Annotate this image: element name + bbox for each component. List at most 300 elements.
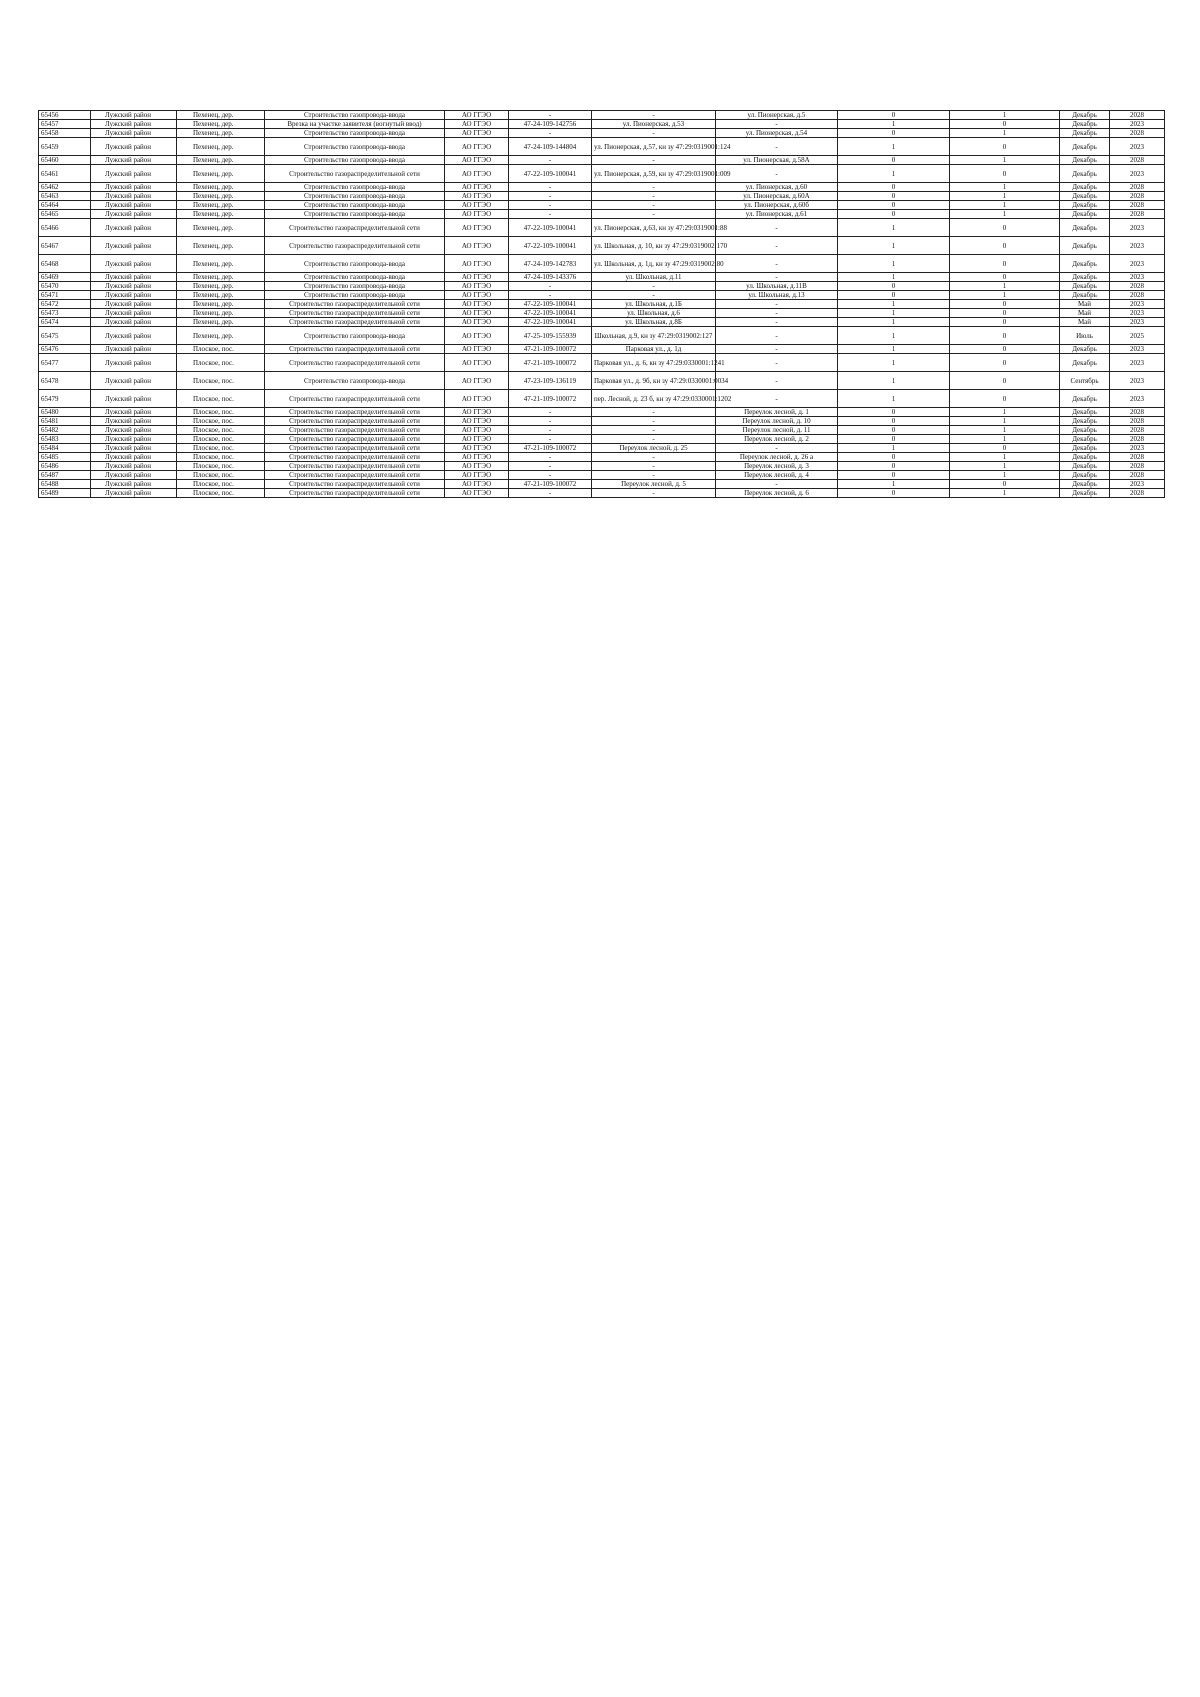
- cell-work-type: Строительство газораспределительной сети: [265, 453, 445, 462]
- cell-flag-b: 1: [950, 129, 1060, 138]
- table-body: [39, 111, 1165, 498]
- cell-address-planned: ул. Пионерская, д.60А: [716, 192, 838, 201]
- document-page: [38, 110, 1164, 498]
- cell-flag-a: 1: [838, 444, 950, 453]
- cell-tu-number: 47-22-109-100041: [509, 165, 592, 183]
- table-row: [39, 444, 1165, 453]
- cell-settlement: Плоское, пос.: [177, 372, 265, 390]
- cell-work-type: Строительство газопровода-ввода: [265, 327, 445, 345]
- cell-flag-b: 1: [950, 183, 1060, 192]
- cell-district: Лужский район: [91, 444, 177, 453]
- cell-district: Лужский район: [91, 462, 177, 471]
- cell-district: Лужский район: [91, 471, 177, 480]
- cell-address-built: ул. Пионерская, д.53: [592, 120, 716, 129]
- cell-organization: АО ГГЭО: [445, 426, 509, 435]
- cell-settlement: Пехенец, дер.: [177, 273, 265, 282]
- cell-settlement: Пехенец, дер.: [177, 111, 265, 120]
- cell-flag-b: 0: [950, 120, 1060, 129]
- cell-work-type: Строительство газораспределительной сети: [265, 318, 445, 327]
- cell-year: 2023: [1110, 120, 1165, 129]
- cell-year: 2028: [1110, 462, 1165, 471]
- cell-year: 2023: [1110, 318, 1165, 327]
- cell-tu-number: 47-22-109-100041: [509, 300, 592, 309]
- cell-month: Декабрь: [1060, 480, 1110, 489]
- table-row: [39, 345, 1165, 354]
- cell-tu-number: 47-24-109-142783: [509, 255, 592, 273]
- cell-month: Декабрь: [1060, 489, 1110, 498]
- cell-row-id: 65474: [39, 318, 91, 327]
- cell-year: 2028: [1110, 156, 1165, 165]
- cell-row-id: 65486: [39, 462, 91, 471]
- cell-district: Лужский район: [91, 165, 177, 183]
- cell-district: Лужский район: [91, 408, 177, 417]
- cell-address-planned: Переулок лесной, д. 11: [716, 426, 838, 435]
- cell-month: Июль: [1060, 327, 1110, 345]
- cell-district: Лужский район: [91, 201, 177, 210]
- cell-settlement: Плоское, пос.: [177, 444, 265, 453]
- cell-organization: АО ГГЭО: [445, 309, 509, 318]
- cell-address-planned: -: [716, 300, 838, 309]
- cell-row-id: 65488: [39, 480, 91, 489]
- cell-flag-a: 1: [838, 219, 950, 237]
- cell-flag-a: 0: [838, 192, 950, 201]
- cell-district: Лужский район: [91, 291, 177, 300]
- cell-work-type: Строительство газораспределительной сети: [265, 408, 445, 417]
- cell-district: Лужский район: [91, 390, 177, 408]
- cell-flag-a: 1: [838, 300, 950, 309]
- cell-organization: АО ГГЭО: [445, 111, 509, 120]
- cell-settlement: Пехенец, дер.: [177, 210, 265, 219]
- cell-settlement: Плоское, пос.: [177, 480, 265, 489]
- cell-year: 2028: [1110, 489, 1165, 498]
- cell-year: 2023: [1110, 237, 1165, 255]
- cell-organization: АО ГГЭО: [445, 273, 509, 282]
- cell-month: Декабрь: [1060, 408, 1110, 417]
- table-row: [39, 417, 1165, 426]
- table-row: [39, 111, 1165, 120]
- cell-tu-number: 47-21-109-100072: [509, 354, 592, 372]
- table-row: [39, 462, 1165, 471]
- cell-row-id: 65456: [39, 111, 91, 120]
- cell-row-id: 65472: [39, 300, 91, 309]
- cell-work-type: Строительство газораспределительной сети: [265, 426, 445, 435]
- cell-district: Лужский район: [91, 156, 177, 165]
- cell-year: 2028: [1110, 453, 1165, 462]
- cell-year: 2023: [1110, 372, 1165, 390]
- cell-address-planned: -: [716, 318, 838, 327]
- cell-address-built: ул. Пионерская, д.59, кн зу 47:29:0319001:009: [592, 165, 716, 183]
- cell-address-planned: -: [716, 273, 838, 282]
- cell-settlement: Плоское, пос.: [177, 462, 265, 471]
- cell-work-type: Строительство газораспределительной сети: [265, 219, 445, 237]
- cell-tu-number: -: [509, 489, 592, 498]
- cell-district: Лужский район: [91, 453, 177, 462]
- cell-district: Лужский район: [91, 237, 177, 255]
- cell-settlement: Пехенец, дер.: [177, 192, 265, 201]
- cell-flag-a: 0: [838, 129, 950, 138]
- cell-organization: АО ГГЭО: [445, 138, 509, 156]
- table-row: [39, 408, 1165, 417]
- cell-settlement: Пехенец, дер.: [177, 327, 265, 345]
- cell-flag-a: 0: [838, 183, 950, 192]
- cell-organization: АО ГГЭО: [445, 318, 509, 327]
- cell-work-type: Строительство газопровода-ввода: [265, 201, 445, 210]
- cell-tu-number: -: [509, 210, 592, 219]
- cell-district: Лужский район: [91, 372, 177, 390]
- cell-flag-a: 1: [838, 345, 950, 354]
- cell-address-planned: -: [716, 165, 838, 183]
- table-row: [39, 201, 1165, 210]
- cell-flag-b: 0: [950, 444, 1060, 453]
- cell-address-planned: -: [716, 444, 838, 453]
- cell-row-id: 65483: [39, 435, 91, 444]
- cell-flag-b: 1: [950, 462, 1060, 471]
- cell-organization: АО ГГЭО: [445, 201, 509, 210]
- cell-address-built: ул. Школьная, д. 10, кн зу 47:29:0319002:170: [592, 237, 716, 255]
- cell-district: Лужский район: [91, 192, 177, 201]
- table-row: [39, 480, 1165, 489]
- cell-month: Декабрь: [1060, 453, 1110, 462]
- table-row: [39, 192, 1165, 201]
- cell-flag-b: 0: [950, 255, 1060, 273]
- cell-flag-a: 0: [838, 426, 950, 435]
- cell-month: Декабрь: [1060, 417, 1110, 426]
- cell-organization: АО ГГЭО: [445, 120, 509, 129]
- cell-year: 2028: [1110, 210, 1165, 219]
- cell-row-id: 65466: [39, 219, 91, 237]
- cell-month: Декабрь: [1060, 120, 1110, 129]
- cell-tu-number: -: [509, 417, 592, 426]
- table-row: [39, 138, 1165, 156]
- cell-organization: АО ГГЭО: [445, 156, 509, 165]
- cell-address-planned: -: [716, 219, 838, 237]
- cell-flag-b: 1: [950, 453, 1060, 462]
- cell-settlement: Пехенец, дер.: [177, 183, 265, 192]
- cell-flag-a: 0: [838, 291, 950, 300]
- cell-tu-number: 47-21-109-100072: [509, 390, 592, 408]
- cell-organization: АО ГГЭО: [445, 210, 509, 219]
- cell-address-built: -: [592, 426, 716, 435]
- cell-tu-number: -: [509, 156, 592, 165]
- cell-flag-b: 1: [950, 201, 1060, 210]
- cell-year: 2028: [1110, 183, 1165, 192]
- cell-address-built: -: [592, 453, 716, 462]
- cell-month: Декабрь: [1060, 219, 1110, 237]
- cell-month: Декабрь: [1060, 273, 1110, 282]
- cell-work-type: Строительство газопровода-ввода: [265, 192, 445, 201]
- cell-organization: АО ГГЭО: [445, 408, 509, 417]
- cell-district: Лужский район: [91, 417, 177, 426]
- cell-tu-number: 47-21-109-100072: [509, 444, 592, 453]
- cell-address-built: -: [592, 210, 716, 219]
- cell-work-type: Строительство газопровода-ввода: [265, 282, 445, 291]
- cell-tu-number: -: [509, 435, 592, 444]
- table-row: [39, 489, 1165, 498]
- cell-row-id: 65479: [39, 390, 91, 408]
- cell-district: Лужский район: [91, 354, 177, 372]
- cell-organization: АО ГГЭО: [445, 462, 509, 471]
- cell-month: Декабрь: [1060, 444, 1110, 453]
- cell-work-type: Строительство газопровода-ввода: [265, 255, 445, 273]
- cell-tu-number: 47-24-109-143376: [509, 273, 592, 282]
- cell-year: 2023: [1110, 480, 1165, 489]
- cell-month: Декабрь: [1060, 129, 1110, 138]
- cell-work-type: Строительство газопровода-ввода: [265, 273, 445, 282]
- cell-year: 2023: [1110, 219, 1165, 237]
- cell-year: 2023: [1110, 273, 1165, 282]
- cell-organization: АО ГГЭО: [445, 219, 509, 237]
- cell-flag-b: 1: [950, 426, 1060, 435]
- cell-settlement: Пехенец, дер.: [177, 156, 265, 165]
- cell-month: Декабрь: [1060, 435, 1110, 444]
- cell-flag-a: 1: [838, 255, 950, 273]
- cell-address-built: ул. Школьная, д.8Б: [592, 318, 716, 327]
- cell-settlement: Пехенец, дер.: [177, 120, 265, 129]
- cell-organization: АО ГГЭО: [445, 165, 509, 183]
- cell-flag-a: 1: [838, 327, 950, 345]
- table-row: [39, 237, 1165, 255]
- cell-address-built: Парковая ул., д. 1д: [592, 345, 716, 354]
- table-row: [39, 327, 1165, 345]
- cell-row-id: 65458: [39, 129, 91, 138]
- cell-month: Декабрь: [1060, 426, 1110, 435]
- cell-settlement: Плоское, пос.: [177, 354, 265, 372]
- cell-tu-number: -: [509, 426, 592, 435]
- cell-work-type: Строительство газораспределительной сети: [265, 354, 445, 372]
- cell-settlement: Плоское, пос.: [177, 408, 265, 417]
- cell-flag-a: 1: [838, 165, 950, 183]
- cell-row-id: 65489: [39, 489, 91, 498]
- cell-work-type: Строительство газопровода-ввода: [265, 291, 445, 300]
- cell-address-planned: Переулок лесной, д. 3: [716, 462, 838, 471]
- cell-month: Май: [1060, 300, 1110, 309]
- cell-organization: АО ГГЭО: [445, 327, 509, 345]
- cell-settlement: Плоское, пос.: [177, 435, 265, 444]
- table-row: [39, 435, 1165, 444]
- cell-settlement: Плоское, пос.: [177, 345, 265, 354]
- cell-year: 2023: [1110, 390, 1165, 408]
- cell-row-id: 65484: [39, 444, 91, 453]
- table-row: [39, 219, 1165, 237]
- cell-organization: АО ГГЭО: [445, 390, 509, 408]
- cell-month: Май: [1060, 318, 1110, 327]
- cell-tu-number: 47-24-109-142756: [509, 120, 592, 129]
- cell-settlement: Пехенец, дер.: [177, 255, 265, 273]
- cell-month: Декабрь: [1060, 462, 1110, 471]
- cell-work-type: Строительство газораспределительной сети: [265, 471, 445, 480]
- cell-month: Декабрь: [1060, 192, 1110, 201]
- cell-address-planned: -: [716, 480, 838, 489]
- cell-flag-b: 1: [950, 417, 1060, 426]
- cell-flag-b: 1: [950, 210, 1060, 219]
- cell-year: 2023: [1110, 444, 1165, 453]
- cell-address-planned: -: [716, 372, 838, 390]
- cell-organization: АО ГГЭО: [445, 183, 509, 192]
- table-row: [39, 165, 1165, 183]
- cell-work-type: Строительство газораспределительной сети: [265, 489, 445, 498]
- cell-flag-a: 1: [838, 354, 950, 372]
- cell-year: 2028: [1110, 426, 1165, 435]
- cell-year: 2028: [1110, 471, 1165, 480]
- cell-address-built: Школьная, д.9, кн зу 47:29:0319002:127: [592, 327, 716, 345]
- cell-flag-a: 0: [838, 156, 950, 165]
- cell-address-built: -: [592, 471, 716, 480]
- cell-settlement: Пехенец, дер.: [177, 237, 265, 255]
- cell-row-id: 65477: [39, 354, 91, 372]
- cell-settlement: Плоское, пос.: [177, 453, 265, 462]
- cell-work-type: Строительство газопровода-ввода: [265, 129, 445, 138]
- cell-settlement: Пехенец, дер.: [177, 165, 265, 183]
- cell-address-planned: Переулок лесной, д. 26 а: [716, 453, 838, 462]
- cell-address-built: ул. Школьная, д. 1д, кн зу 47:29:0319002:80: [592, 255, 716, 273]
- cell-tu-number: -: [509, 192, 592, 201]
- cell-address-built: ул. Школьная, д.11: [592, 273, 716, 282]
- cell-district: Лужский район: [91, 480, 177, 489]
- cell-address-built: ул. Школьная, д.6: [592, 309, 716, 318]
- cell-organization: АО ГГЭО: [445, 300, 509, 309]
- cell-district: Лужский район: [91, 345, 177, 354]
- cell-year: 2023: [1110, 309, 1165, 318]
- cell-district: Лужский район: [91, 129, 177, 138]
- cell-flag-b: 1: [950, 471, 1060, 480]
- cell-work-type: Строительство газопровода-ввода: [265, 111, 445, 120]
- cell-address-planned: ул. Пионерская, д.5: [716, 111, 838, 120]
- cell-tu-number: -: [509, 129, 592, 138]
- cell-settlement: Пехенец, дер.: [177, 201, 265, 210]
- cell-month: Декабрь: [1060, 165, 1110, 183]
- cell-flag-b: 1: [950, 111, 1060, 120]
- cell-address-planned: -: [716, 255, 838, 273]
- cell-flag-a: 0: [838, 435, 950, 444]
- cell-flag-a: 1: [838, 120, 950, 129]
- cell-organization: АО ГГЭО: [445, 282, 509, 291]
- cell-organization: АО ГГЭО: [445, 417, 509, 426]
- cell-month: Декабрь: [1060, 390, 1110, 408]
- cell-month: Декабрь: [1060, 111, 1110, 120]
- cell-month: Декабрь: [1060, 138, 1110, 156]
- cell-flag-b: 1: [950, 291, 1060, 300]
- cell-settlement: Пехенец, дер.: [177, 219, 265, 237]
- cell-year: 2028: [1110, 291, 1165, 300]
- cell-address-planned: Переулок лесной, д. 1: [716, 408, 838, 417]
- cell-organization: АО ГГЭО: [445, 354, 509, 372]
- cell-district: Лужский район: [91, 327, 177, 345]
- cell-flag-b: 1: [950, 282, 1060, 291]
- cell-work-type: Строительство газопровода-ввода: [265, 138, 445, 156]
- cell-address-built: -: [592, 489, 716, 498]
- cell-month: Декабрь: [1060, 201, 1110, 210]
- cell-tu-number: 47-21-109-100072: [509, 480, 592, 489]
- table-row: [39, 183, 1165, 192]
- cell-organization: АО ГГЭО: [445, 291, 509, 300]
- cell-flag-a: 0: [838, 462, 950, 471]
- cell-tu-number: -: [509, 408, 592, 417]
- table-row: [39, 300, 1165, 309]
- cell-flag-b: 0: [950, 318, 1060, 327]
- table-row: [39, 390, 1165, 408]
- cell-flag-a: 1: [838, 309, 950, 318]
- table-row: [39, 156, 1165, 165]
- cell-address-planned: -: [716, 138, 838, 156]
- cell-row-id: 65463: [39, 192, 91, 201]
- cell-address-planned: -: [716, 345, 838, 354]
- table-row: [39, 354, 1165, 372]
- cell-address-built: Переулок лесной, д. 25: [592, 444, 716, 453]
- cell-address-built: пер. Лесной, д. 23 б, кн зу 47:29:0330001:1202: [592, 390, 716, 408]
- cell-flag-a: 1: [838, 480, 950, 489]
- cell-tu-number: -: [509, 453, 592, 462]
- cell-flag-a: 0: [838, 201, 950, 210]
- cell-address-planned: ул. Пионерская, д.58А: [716, 156, 838, 165]
- cell-address-built: -: [592, 156, 716, 165]
- cell-flag-a: 1: [838, 318, 950, 327]
- cell-month: Декабрь: [1060, 291, 1110, 300]
- cell-address-planned: -: [716, 309, 838, 318]
- cell-district: Лужский район: [91, 120, 177, 129]
- cell-year: 2023: [1110, 300, 1165, 309]
- cell-work-type: Строительство газораспределительной сети: [265, 300, 445, 309]
- cell-row-id: 65464: [39, 201, 91, 210]
- gasification-table: [38, 110, 1165, 498]
- cell-year: 2023: [1110, 345, 1165, 354]
- cell-organization: АО ГГЭО: [445, 453, 509, 462]
- cell-organization: АО ГГЭО: [445, 192, 509, 201]
- cell-work-type: Строительство газораспределительной сети: [265, 435, 445, 444]
- cell-district: Лужский район: [91, 435, 177, 444]
- cell-row-id: 65470: [39, 282, 91, 291]
- cell-flag-b: 0: [950, 327, 1060, 345]
- cell-tu-number: -: [509, 201, 592, 210]
- cell-year: 2028: [1110, 201, 1165, 210]
- cell-work-type: Врезка на участке заявителя (вогнутый ввод): [265, 120, 445, 129]
- cell-district: Лужский район: [91, 489, 177, 498]
- cell-organization: АО ГГЭО: [445, 489, 509, 498]
- cell-address-planned: ул. Школьная, д.11В: [716, 282, 838, 291]
- cell-flag-b: 1: [950, 489, 1060, 498]
- cell-year: 2028: [1110, 192, 1165, 201]
- cell-month: Декабрь: [1060, 354, 1110, 372]
- cell-address-built: ул. Пионерская, д.63, кн зу 47:29:0319001:88: [592, 219, 716, 237]
- cell-work-type: Строительство газопровода-ввода: [265, 372, 445, 390]
- cell-address-planned: Переулок лесной, д. 2: [716, 435, 838, 444]
- cell-flag-b: 1: [950, 435, 1060, 444]
- cell-month: Май: [1060, 309, 1110, 318]
- cell-row-id: 65469: [39, 273, 91, 282]
- cell-flag-b: 1: [950, 156, 1060, 165]
- cell-flag-b: 0: [950, 138, 1060, 156]
- cell-address-planned: ул. Пионерская, д.54: [716, 129, 838, 138]
- table-row: [39, 210, 1165, 219]
- cell-settlement: Пехенец, дер.: [177, 300, 265, 309]
- cell-organization: АО ГГЭО: [445, 345, 509, 354]
- cell-row-id: 65487: [39, 471, 91, 480]
- cell-tu-number: 47-22-109-100041: [509, 309, 592, 318]
- cell-settlement: Пехенец, дер.: [177, 282, 265, 291]
- cell-row-id: 65480: [39, 408, 91, 417]
- cell-flag-b: 0: [950, 372, 1060, 390]
- cell-tu-number: -: [509, 462, 592, 471]
- cell-organization: АО ГГЭО: [445, 435, 509, 444]
- cell-flag-a: 1: [838, 372, 950, 390]
- cell-month: Декабрь: [1060, 282, 1110, 291]
- table-row: [39, 453, 1165, 462]
- cell-work-type: Строительство газораспределительной сети: [265, 444, 445, 453]
- cell-flag-a: 0: [838, 417, 950, 426]
- cell-flag-a: 0: [838, 471, 950, 480]
- cell-organization: АО ГГЭО: [445, 372, 509, 390]
- cell-year: 2028: [1110, 417, 1165, 426]
- cell-settlement: Пехенец, дер.: [177, 309, 265, 318]
